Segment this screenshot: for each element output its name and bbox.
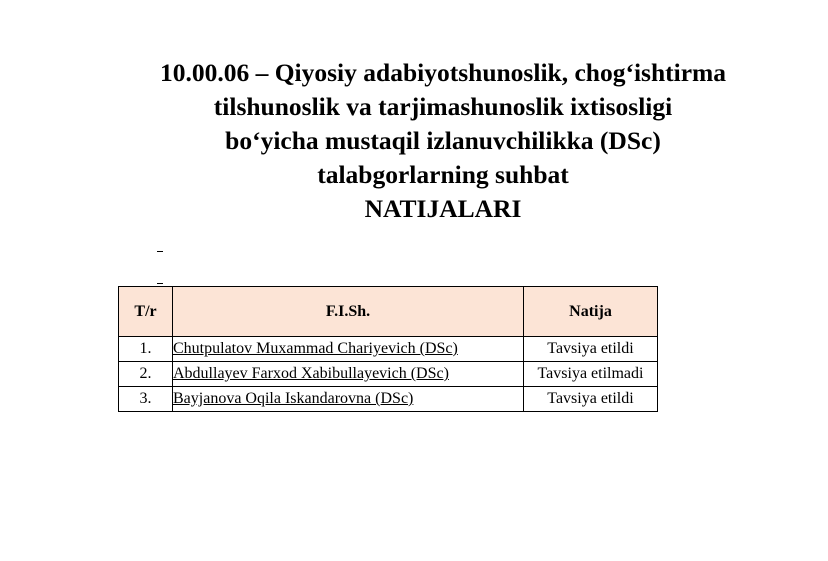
row-result: Tavsiya etilmadi bbox=[524, 362, 658, 387]
title-line: bo‘yicha mustaqil izlanuvchilikka (DSc) bbox=[225, 126, 661, 155]
row-result: Tavsiya etildi bbox=[524, 387, 658, 412]
row-number: 2. bbox=[119, 362, 173, 387]
table-row bbox=[119, 387, 658, 412]
dash-mark bbox=[157, 283, 163, 284]
row-name bbox=[173, 337, 524, 362]
table-row bbox=[119, 337, 658, 362]
row-number: 1. bbox=[119, 337, 173, 362]
title-line: 10.00.06 – Qiyosiy adabiyotshunoslik, chog‘ishtirma bbox=[159, 58, 727, 87]
row-name-link[interactable]: Chutpulatov Muxammad Chariyevich (DSc) bbox=[173, 340, 458, 357]
header-result: Natija bbox=[524, 287, 658, 337]
document-title bbox=[100, 56, 786, 226]
title-line: talabgorlarning suhbat bbox=[317, 160, 569, 189]
row-name-link[interactable]: Abdullayev Farxod Xabibullayevich (DSc) bbox=[173, 365, 449, 382]
title-heading: NATIJALARI bbox=[364, 194, 522, 223]
table-header-row bbox=[119, 287, 658, 337]
row-name-link[interactable]: Bayjanova Oqila Iskandarovna (DSc) bbox=[173, 390, 414, 407]
table-row bbox=[119, 362, 658, 387]
row-number: 3. bbox=[119, 387, 173, 412]
results-table bbox=[118, 286, 658, 412]
dash-mark bbox=[157, 251, 163, 252]
row-name bbox=[173, 362, 524, 387]
title-line: tilshunoslik va tarjimashunoslik ixtisosligi bbox=[213, 92, 673, 121]
row-result: Tavsiya etildi bbox=[524, 337, 658, 362]
header-name: F.I.Sh. bbox=[173, 287, 524, 337]
header-number: T/r bbox=[119, 287, 173, 337]
row-name bbox=[173, 387, 524, 412]
